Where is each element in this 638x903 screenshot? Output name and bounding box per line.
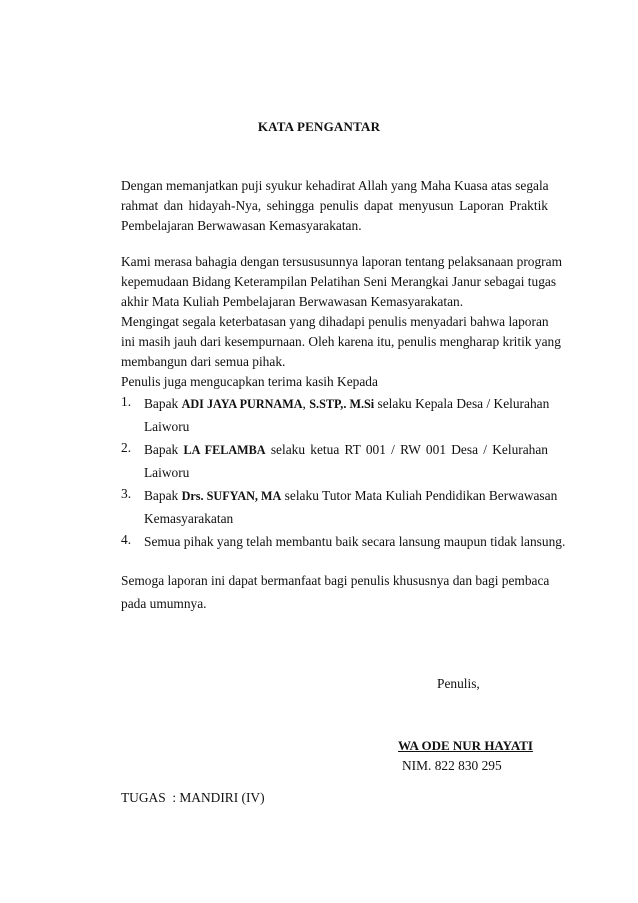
list-line-continuation: Kemasyarakatan — [144, 511, 234, 526]
list-line: Semua pihak yang telah membantu baik secara lansung maupun tidak lansung. — [144, 534, 566, 549]
gratitude-paragraph — [121, 252, 562, 312]
person-title: S.STP,. M.Si — [309, 397, 375, 411]
text-line: Pembelajaran Berwawasan Kemasyarakatan. — [121, 218, 362, 233]
list-line: Bapak ADI JAYA PURNAMA, S.STP,. M.Si selaku Kepala Desa / Kelurahan — [144, 396, 550, 411]
closing-paragraph — [121, 569, 548, 615]
list-item — [121, 438, 548, 484]
list-item — [121, 530, 566, 553]
text-line: akhir Mata Kuliah Pembelajaran Berwawasan Kemasyarakatan. — [121, 294, 464, 309]
assignment-label: TUGAS : MANDIRI (IV) — [121, 790, 265, 805]
text-line: kepemudaan Bidang Keterampilan Pelatihan Seni Merangkai Janur sebagai tugas — [121, 274, 557, 289]
list-line-continuation: Laiworu — [144, 465, 190, 480]
signer-nim: NIM. 822 830 295 — [402, 758, 502, 773]
signer-name: WA ODE NUR HAYATI — [398, 738, 533, 753]
document-title: KATA PENGANTAR — [257, 119, 381, 134]
text-line: ini masih jauh dari kesempurnaan. Oleh karena itu, penulis mengharap kritik yang — [121, 334, 561, 349]
opening-paragraph — [121, 176, 548, 236]
list-number: 4. — [121, 532, 132, 547]
text-line: rahmat dan hidayah-Nya, sehingga penulis dapat menyusun Laporan Praktik — [121, 198, 548, 213]
text-line: Mengingat segala keterbatasan yang dihadapi penulis menyadari bahwa laporan — [121, 314, 549, 329]
text-line: pada umumnya. — [121, 596, 207, 611]
text-line: Kami merasa bahagia dengan tersususunnya laporan tentang pelaksanaan program — [121, 254, 562, 269]
list-item — [121, 392, 548, 438]
list-number: 1. — [121, 394, 132, 409]
thanks-list — [121, 392, 566, 553]
person-name: Drs. SUFYAN, MA — [181, 489, 282, 503]
list-number: 3. — [121, 486, 132, 501]
text-line: membangun dari semua pihak. — [121, 354, 286, 369]
thanks-intro: Penulis juga mengucapkan terima kasih Kepada — [121, 374, 378, 389]
list-item — [121, 484, 558, 530]
list-line-continuation: Laiworu — [144, 419, 190, 434]
list-number: 2. — [121, 440, 132, 455]
list-line: Bapak LA FELAMBA selaku ketua RT 001 / RW 001 Desa / Kelurahan — [144, 442, 548, 457]
limitations-paragraph — [121, 312, 561, 372]
person-name: ADI JAYA PURNAMA — [181, 397, 303, 411]
person-name: LA FELAMBA — [183, 443, 266, 457]
list-line: Bapak Drs. SUFYAN, MA selaku Tutor Mata Kuliah Pendidikan Berwawasan — [144, 488, 558, 503]
document-body — [121, 176, 566, 615]
text-line: Dengan memanjatkan puji syukur kehadirat Allah yang Maha Kuasa atas segala — [121, 178, 549, 193]
closing-salutation: Penulis, — [437, 676, 480, 691]
text-line: Semoga laporan ini dapat bermanfaat bagi penulis khususnya dan bagi pembaca — [121, 573, 550, 588]
